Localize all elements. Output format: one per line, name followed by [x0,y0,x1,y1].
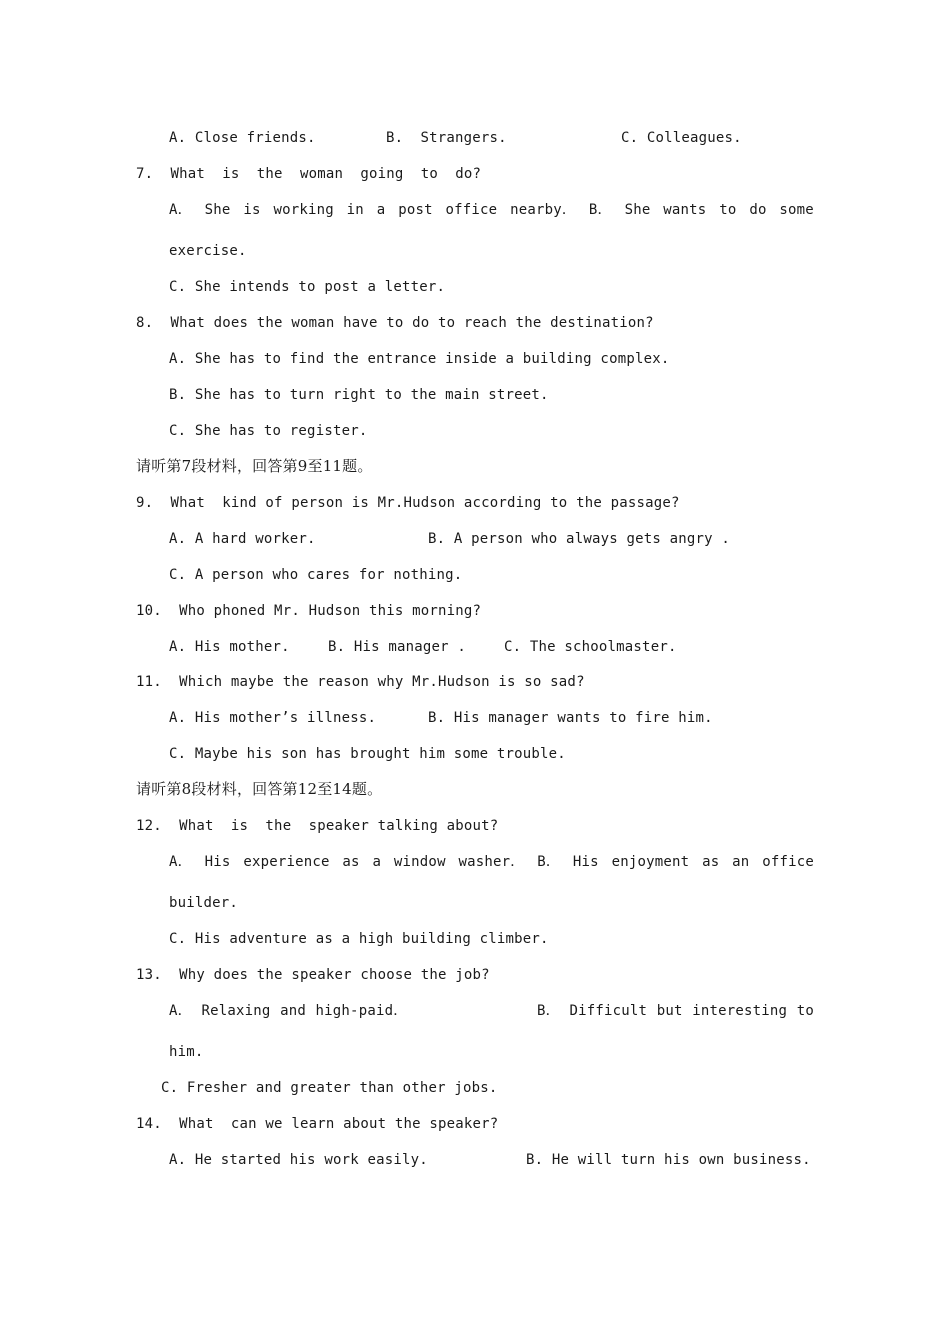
q13-a-w8: to [796,1003,814,1019]
q12-a-w1: His [204,854,231,870]
q7-a-w2: is [243,202,261,218]
q12-a-w4: a [372,854,382,870]
q8-question: 8. What does the woman have to do to reach the destination? [136,315,654,331]
q10-option-b: B. His manager . [328,639,467,655]
section-8-instruction: 请听第8段材料，回答第12至14题。 [136,780,383,798]
q7-a-w6: post [398,202,433,218]
q7-a-w11: wants [663,202,707,218]
q12-a-w6: washer． [458,854,525,870]
q13-a-w4: B． [537,1003,560,1019]
q12-question: 12. What is the speaker talking about? [136,818,499,834]
q7-a-w4: in [346,202,364,218]
q11-question: 11. Which maybe the reason why Mr.Hudson is so sad? [136,674,585,690]
q13-question: 13. Why does the speaker choose the job? [136,967,490,983]
q12-a-w0: A． [169,854,192,870]
q12-option-c: C. His adventure as a high building climber. [169,931,549,947]
q12-a-w5: window [393,854,446,870]
q13-option-b-continuation: him. [169,1044,204,1060]
q12-a-w7: B． [537,854,561,870]
q8-option-a: A. She has to find the entrance inside a building complex. [169,351,670,367]
q7-question: 7. What is the woman going to do? [136,166,482,182]
q7-a-w5: a [376,202,386,218]
q8-option-b: B. She has to turn right to the main street. [169,387,549,403]
q14-option-a: A. He started his work easily. [169,1152,428,1168]
q6-option-a: A. Close friends. [169,130,316,146]
q12-a-w11: an [732,854,750,870]
q13-a-w2: and [280,1003,306,1019]
q13-option-c: C. Fresher and greater than other jobs. [161,1080,498,1096]
q13-a-w0: A． [169,1003,192,1019]
q6-option-b: B. Strangers. [386,130,507,146]
q11-option-c: C. Maybe his son has brought him some trouble. [169,746,566,762]
q12-option-b-continuation: builder. [169,895,239,911]
q12-a-w3: as [342,854,360,870]
q14-question: 14. What can we learn about the speaker? [136,1116,499,1132]
q7-a-w0: A． [169,202,192,218]
q12-a-w10: as [702,854,720,870]
q7-a-w1: She [204,202,231,218]
q13-a-w3: high-paid． [315,1003,408,1019]
q10-option-c: C. The schoolmaster. [504,639,677,655]
q12-a-w2: experience [243,854,330,870]
q9-question: 9. What kind of person is Mr.Hudson according to the passage? [136,495,680,511]
q12-a-w12: office [762,854,814,870]
q12-options-line [169,853,814,871]
q9-option-b: B. A person who always gets angry . [428,531,731,547]
section-7-instruction: 请听第7段材料，回答第9至11题。 [136,457,373,475]
q7-a-w3: working [273,202,334,218]
q7-a-w10: She [624,202,651,218]
q7-a-w12: to [719,202,737,218]
q12-a-w8: His [572,854,599,870]
q14-option-b: B. He will turn his own business. [526,1152,811,1168]
q7-option-b-continuation: exercise. [169,243,247,259]
q13-a-w6: but [656,1003,683,1019]
q11-option-b: B. His manager wants to fire him. [428,710,713,726]
q13-a-w5: Difficult [569,1003,648,1019]
q9-option-a: A. A hard worker. [169,531,316,547]
q10-option-a: A. His mother. [169,639,290,655]
q12-a-w9: enjoyment [611,854,690,870]
q7-a-w9: B． [588,202,612,218]
q13-options-line [169,1002,814,1020]
q11-option-a: A. His mother’s illness. [169,710,377,726]
q7-a-w7: office [445,202,498,218]
q7-a-w14: some [779,202,814,218]
q7-a-w13: do [749,202,767,218]
q7-options-line [169,201,814,219]
q7-option-c: C. She intends to post a letter. [169,279,446,295]
q8-option-c: C. She has to register. [169,423,368,439]
q6-option-c: C. Colleagues. [621,130,742,146]
q9-option-c: C. A person who cares for nothing. [169,567,463,583]
q13-a-w7: interesting [692,1003,788,1019]
q13-a-w1: Relaxing [201,1003,271,1019]
q10-question: 10. Who phoned Mr. Hudson this morning? [136,603,482,619]
q7-a-w8: nearby． [510,202,577,218]
